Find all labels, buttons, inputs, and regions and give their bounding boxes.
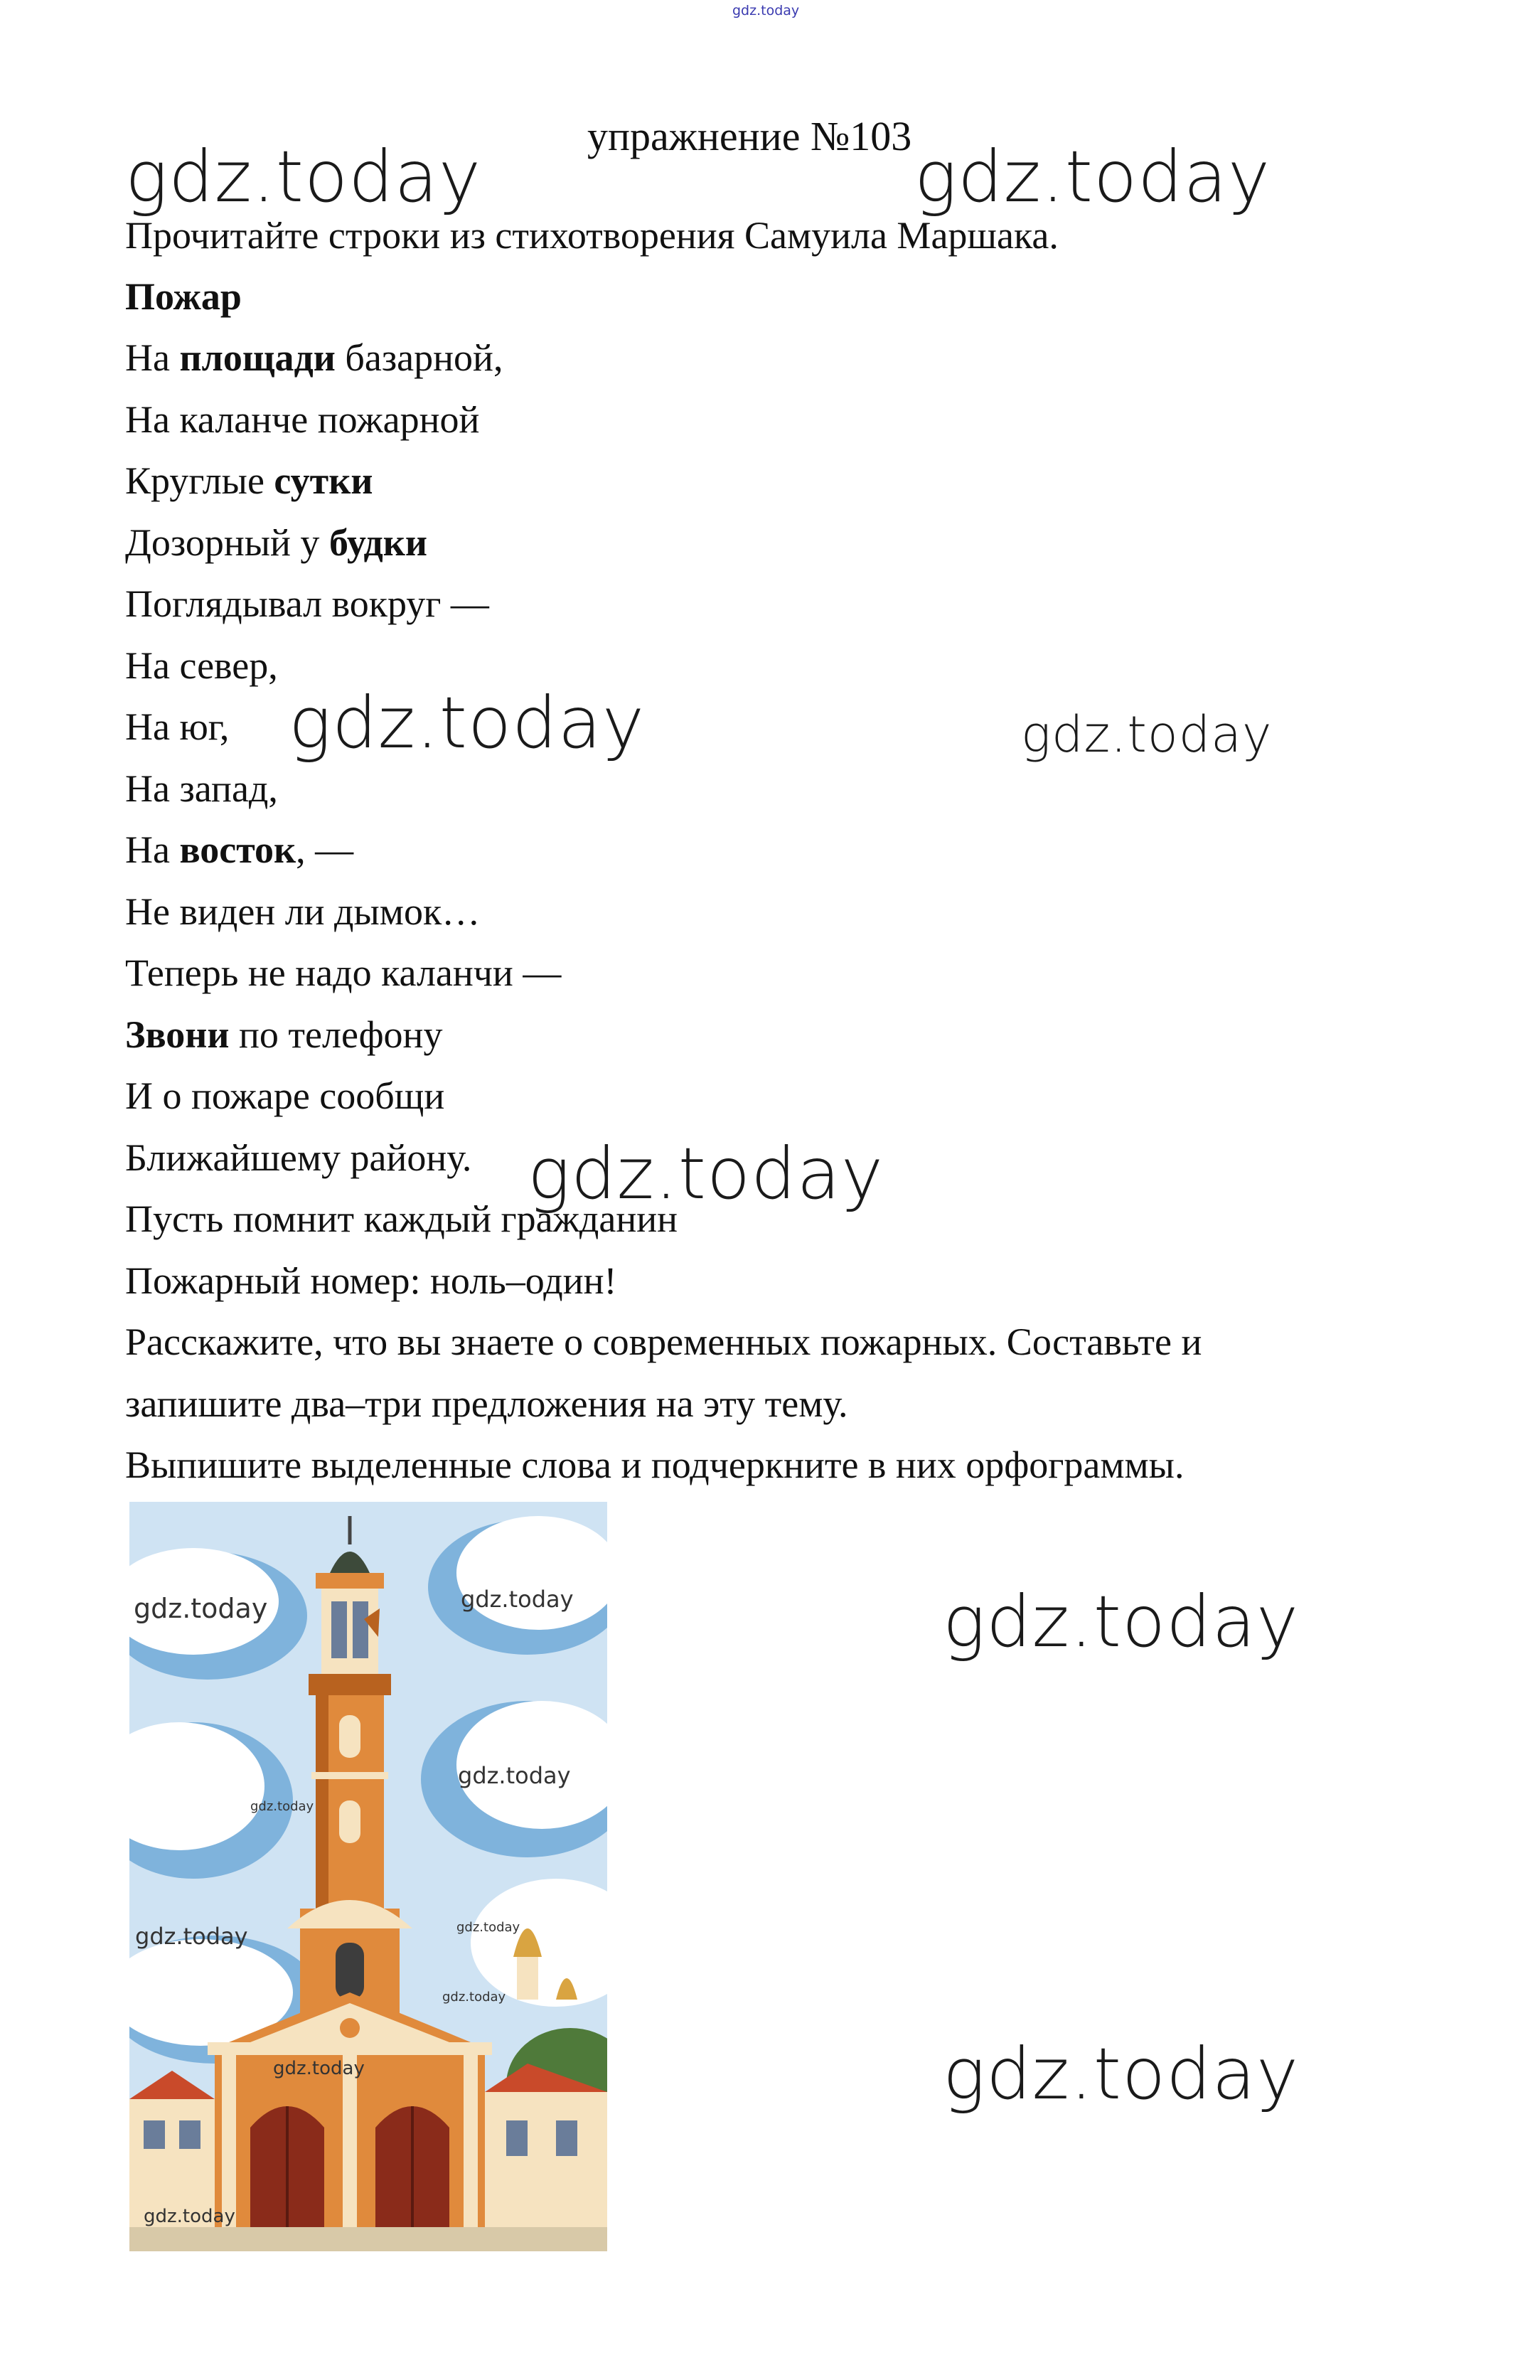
- watermark: gdz.today: [943, 2032, 1300, 2115]
- watermark: gdz.today: [528, 1132, 884, 1215]
- poem-line: Поглядывал вокруг —: [125, 582, 489, 625]
- watermark: gdz.today: [125, 135, 482, 218]
- poem-line: Пожарный номер: ноль–один!: [125, 1259, 617, 1302]
- poem-line: Теперь не надо каланчи —: [125, 951, 562, 994]
- page-title: упражнение №103: [587, 113, 912, 159]
- watermark: gdz.today: [914, 135, 1271, 218]
- watermark: gdz.today: [943, 1580, 1300, 1663]
- poem-line: Звони по телефону: [125, 1013, 443, 1056]
- poem-line: На каланче пожарной: [125, 398, 480, 441]
- poem-line: Пусть помнит каждый гражданин: [125, 1197, 678, 1240]
- fire-tower-illustration: [129, 1502, 607, 2251]
- task-text: Выпишите выделенные слова и подчеркните в них орфограммы.: [125, 1444, 1185, 1486]
- poem-title: Пожар: [125, 275, 242, 318]
- task-text: Расскажите, что вы знаете о современных пожарных. Составьте и: [125, 1320, 1202, 1363]
- watermark: gdz.today: [456, 1920, 520, 1935]
- watermark: gdz.today: [289, 681, 646, 764]
- poem-line: На юг,: [125, 705, 230, 748]
- watermark: gdz.today: [442, 1990, 506, 2005]
- watermark: gdz.today: [134, 1593, 268, 1624]
- watermark: gdz.today: [1021, 705, 1273, 764]
- watermark: gdz.today: [461, 1586, 574, 1613]
- watermark: gdz.today: [273, 2058, 365, 2079]
- watermark: gdz.today: [135, 1923, 248, 1950]
- poem-line: Круглые сутки: [125, 459, 373, 502]
- intro-text: Прочитайте строки из стихотворения Самуила Маршака.: [125, 214, 1059, 257]
- poem-line: На восток, —: [125, 828, 354, 871]
- poem-line: На площади базарной,: [125, 336, 503, 379]
- top-watermark: gdz.today: [732, 3, 800, 18]
- watermark: gdz.today: [250, 1799, 314, 1814]
- poem-line: И о пожаре сообщи: [125, 1074, 445, 1117]
- poem-line: Ближайшему району.: [125, 1136, 472, 1179]
- watermark: gdz.today: [144, 2206, 235, 2227]
- poem-line: На запад,: [125, 767, 278, 810]
- poem-line: На север,: [125, 644, 278, 687]
- task-text: запишите два–три предложения на эту тему.: [125, 1382, 848, 1425]
- watermark: gdz.today: [458, 1762, 571, 1789]
- poem-line: Не виден ли дымок…: [125, 890, 481, 933]
- poem-line: Дозорный у будки: [125, 521, 428, 564]
